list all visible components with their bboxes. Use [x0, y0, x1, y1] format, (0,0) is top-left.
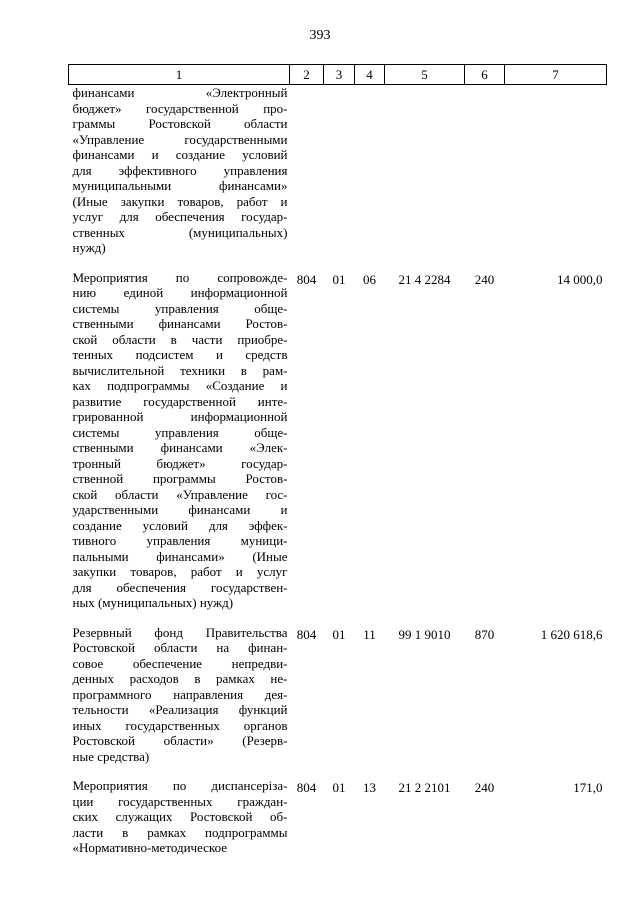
description-line: Ростовской области на финан-: [72, 640, 288, 655]
description-line: ской области «Управление гос-: [72, 486, 288, 502]
description-line: нужд): [72, 240, 106, 255]
amount-cell: [505, 85, 607, 270]
subsection-code-cell: 11: [363, 626, 376, 642]
description-line: тивного управления муници-: [72, 533, 288, 548]
table-row: [69, 778, 607, 870]
col-header-4: 4: [355, 65, 385, 85]
col-header-7: 7: [505, 65, 607, 85]
col-header-1: 1: [69, 65, 290, 85]
description-line: бюджет» государственной про-: [72, 100, 288, 116]
amount-cell: 1 620 618,6: [540, 626, 603, 642]
description-line: ласти в рамках подпрограммы: [72, 824, 288, 840]
description-line: иных государственных органов: [72, 717, 288, 733]
ministry-code-cell: [290, 85, 324, 270]
description-line: услуг для обеспечения государ-: [72, 209, 288, 224]
table-row: [69, 85, 607, 270]
description-line: «Управление государственными: [72, 131, 288, 147]
description-line: «Нормативно-методическое: [72, 840, 228, 855]
row-description: [69, 778, 290, 870]
col-header-6: 6: [465, 65, 505, 85]
target-article-cell: 99 1 9010: [398, 626, 451, 642]
table-row: [69, 625, 607, 779]
description-line: вычислительной техники в рам-: [72, 362, 288, 378]
description-line: ской области в части приобре-: [72, 331, 288, 347]
description-line: ственными финансами Ростов-: [72, 316, 288, 331]
description-line: Ростовской области» (Резерв-: [72, 733, 288, 748]
description-line: ских служащих Ростовской об-: [72, 809, 288, 824]
description-line: тельности «Реализация функций: [72, 702, 288, 717]
ministry-code-cell: 804: [296, 271, 317, 287]
description-line: нию единой информационной: [72, 285, 288, 300]
budget-table: [68, 64, 607, 870]
expense-type-cell: 240: [474, 271, 495, 287]
description-line: для эффективного управления: [72, 162, 288, 178]
description-line: программного направления дея-: [72, 686, 288, 702]
description-line: муниципальными финансами»: [72, 178, 288, 193]
description-line: совое обеспечение непредви-: [72, 655, 288, 671]
description-line: Мероприятия по сопровожде-: [72, 269, 288, 285]
description-line: граммы Ростовской области: [72, 116, 288, 131]
expense-type-cell: 240: [474, 780, 495, 795]
description-line: ственными финансами «Элек-: [72, 440, 288, 455]
amount-cell: 171,0: [573, 780, 603, 795]
description-line: системы управления обще-: [72, 424, 288, 440]
subsection-code-cell: [355, 85, 385, 270]
subsection-code-cell: 06: [363, 271, 376, 287]
description-line: тронный бюджет» государ-: [72, 455, 288, 471]
description-line: системы управления обще-: [72, 300, 288, 316]
target-article-cell: [385, 85, 465, 270]
amount-cell: 14 000,0: [557, 271, 603, 287]
description-line: ударственными финансами и: [72, 502, 288, 517]
header-row: [69, 65, 607, 85]
description-line: Мероприятия по диспансеріза-: [72, 778, 288, 793]
description-line: денных расходов в рамках не-: [72, 671, 288, 686]
section-code-cell: 01: [332, 626, 346, 642]
description-line: тенных подсистем и средств: [72, 347, 288, 362]
description-line: финансами и создание условий: [72, 147, 288, 162]
description-line: (Иные закупки товаров, работ и: [72, 193, 288, 209]
description-line: ственной программы Ростов-: [72, 471, 288, 486]
row-description: [69, 85, 290, 270]
page-number: 393: [309, 28, 331, 43]
description-line: Резервный фонд Правительства: [72, 624, 288, 640]
description-line: создание условий для эффек-: [72, 517, 288, 533]
target-article-cell: 21 4 2284: [398, 271, 451, 287]
description-line: для обеспечения государствен-: [72, 579, 288, 595]
description-line: ных (муниципальных) нужд): [72, 595, 234, 610]
target-article-cell: 21 2 2101: [398, 780, 451, 795]
description-line: ные средства): [72, 748, 150, 764]
col-header-3: 3: [324, 65, 355, 85]
description-line: грированной информационной: [72, 409, 288, 424]
description-line: пальными финансами» (Иные: [72, 548, 288, 564]
section-code-cell: [324, 85, 355, 270]
expense-type-cell: [465, 85, 505, 270]
ministry-code-cell: 804: [296, 780, 317, 795]
ministry-code-cell: 804: [296, 626, 317, 642]
description-line: финансами «Электронный: [72, 85, 288, 100]
col-header-2: 2: [290, 65, 324, 85]
subsection-code-cell: 13: [363, 780, 376, 795]
description-line: ции государственных граждан-: [72, 793, 288, 809]
table-row: [69, 270, 607, 625]
description-line: закупки товаров, работ и услуг: [72, 564, 288, 579]
description-line: развитие государственной инте-: [72, 393, 288, 409]
expense-type-cell: 870: [474, 626, 495, 642]
col-header-5: 5: [385, 65, 465, 85]
row-description: [69, 625, 290, 779]
section-code-cell: 01: [332, 271, 346, 287]
row-description: [69, 270, 290, 625]
description-line: ках подпрограммы «Создание и: [72, 378, 288, 393]
section-code-cell: 01: [332, 780, 346, 795]
description-line: ственных (муниципальных): [72, 224, 288, 240]
